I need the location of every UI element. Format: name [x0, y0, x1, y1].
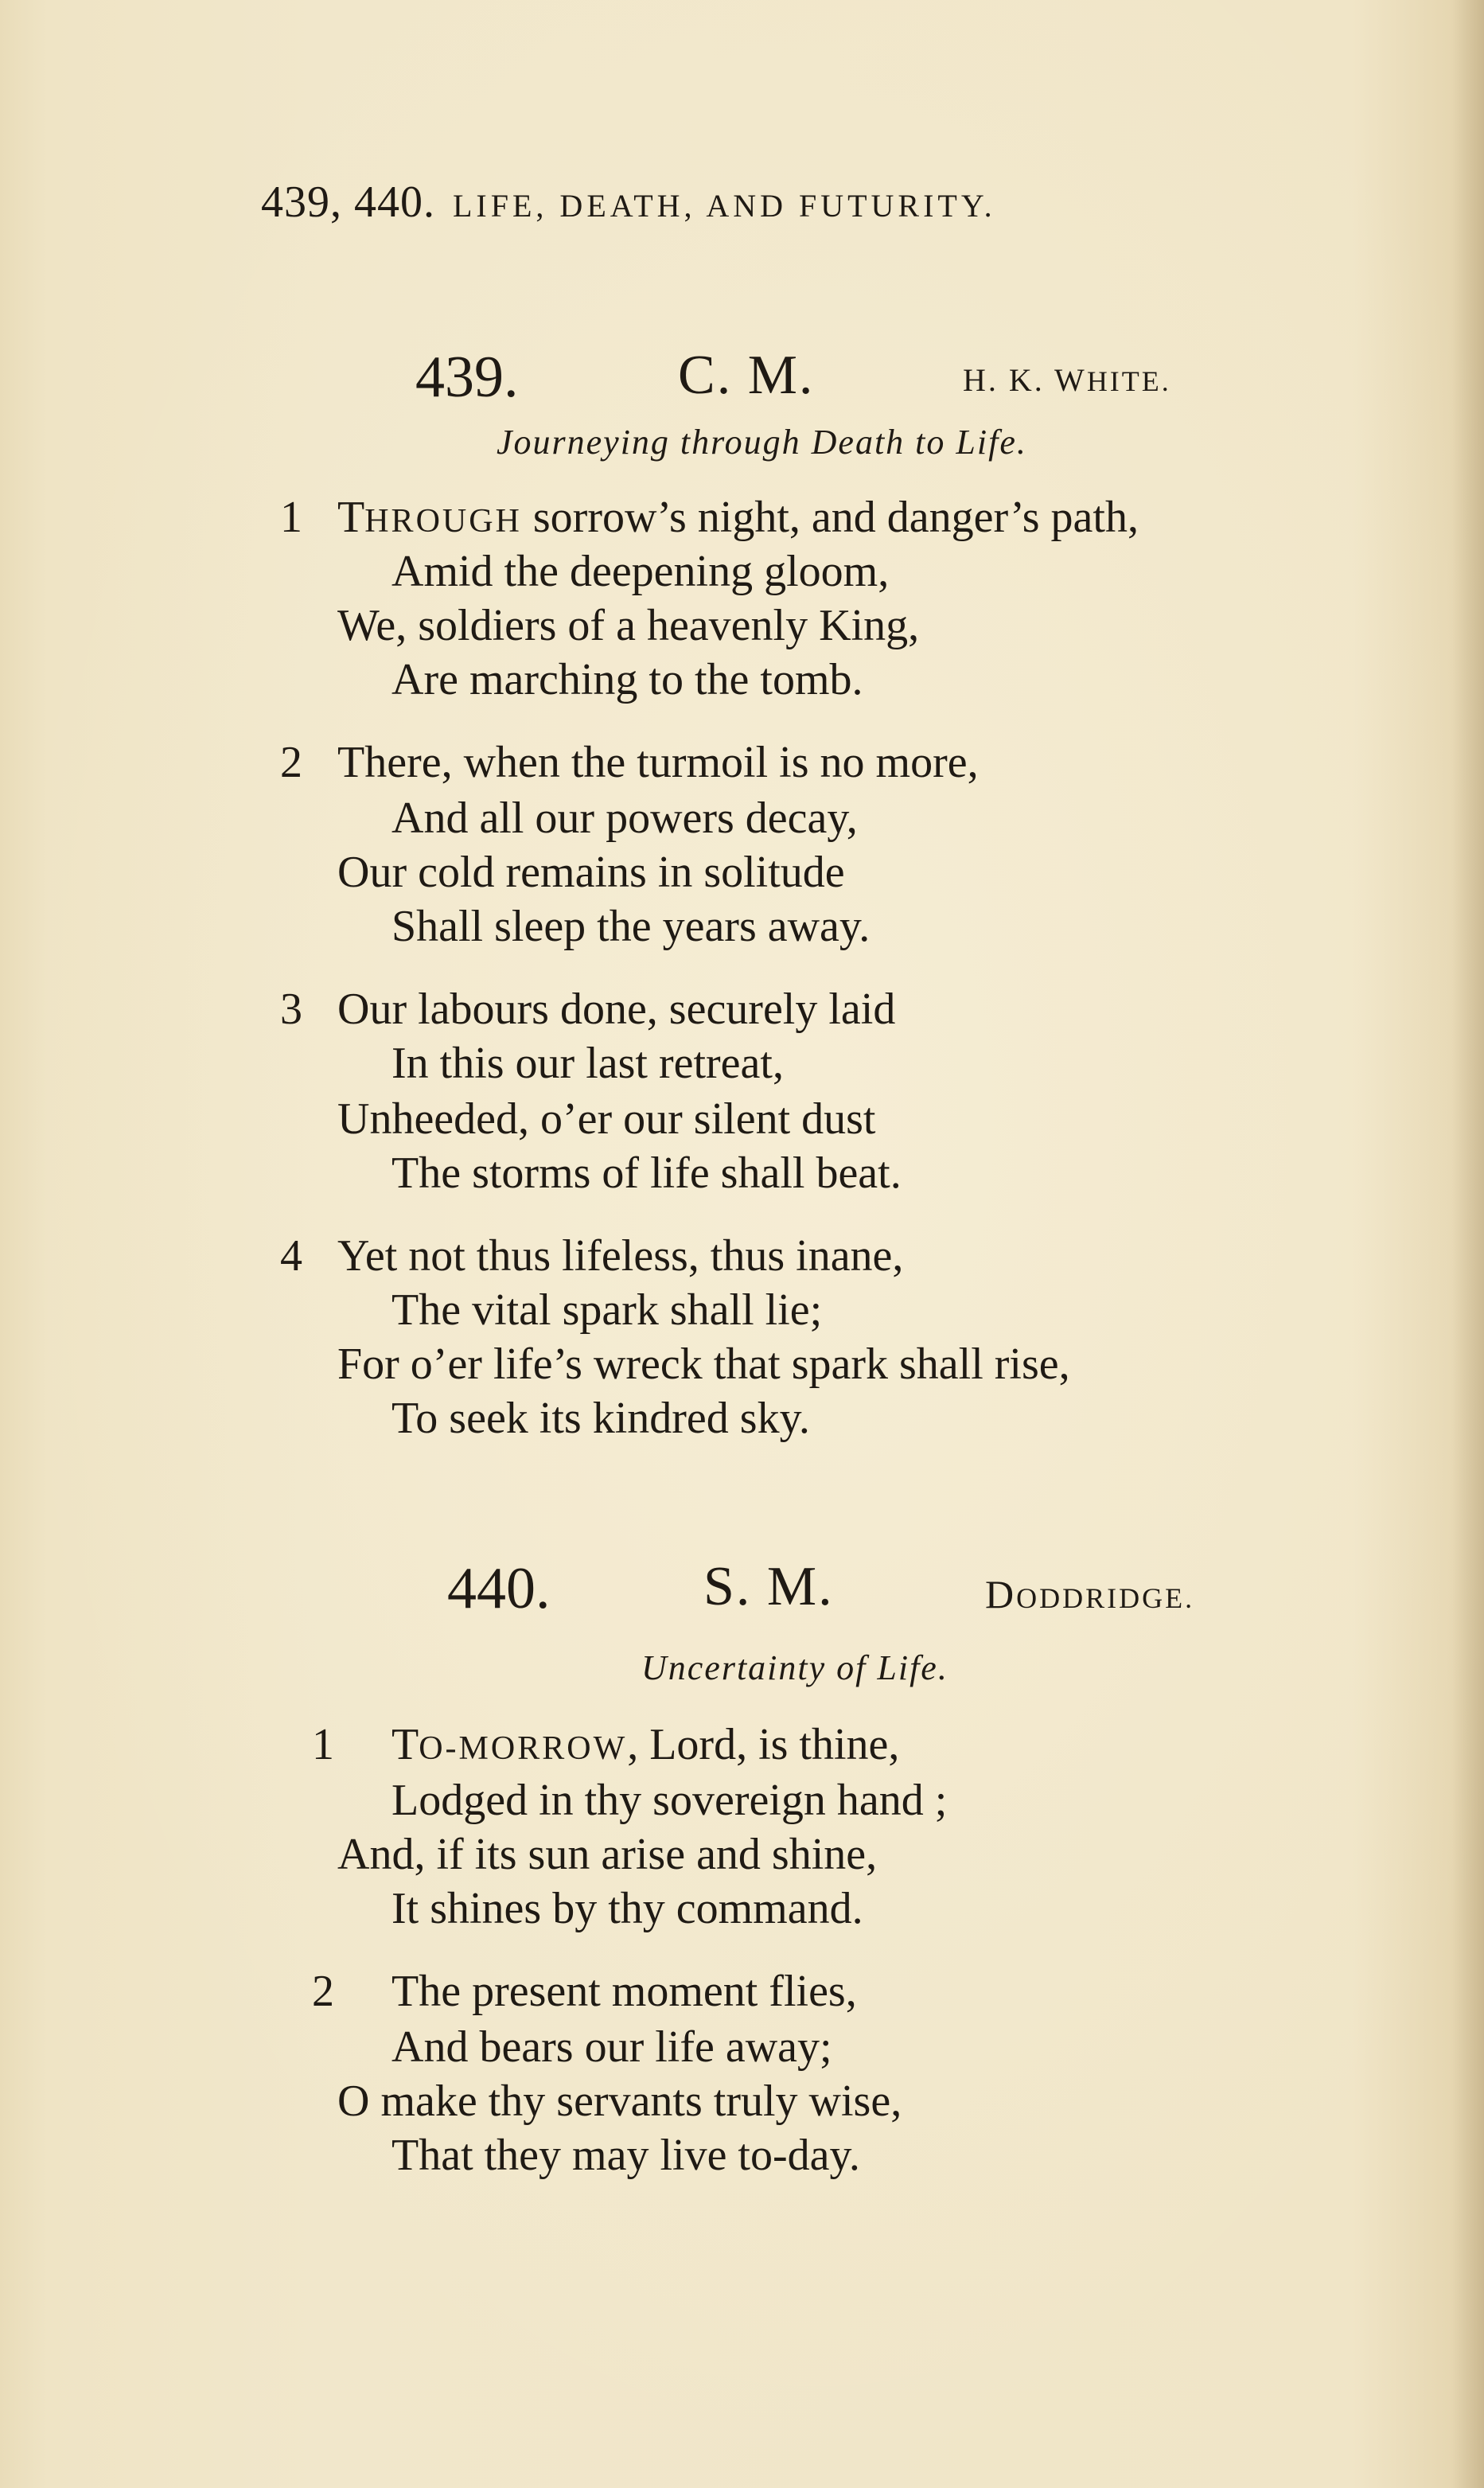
verse-line: Amid the deepening gloom, — [391, 547, 890, 596]
verse-line: To seek its kindred sky. — [391, 1394, 810, 1443]
hymn-title: Uncertainty of Life. — [641, 1648, 948, 1687]
page-edge-shadow — [1452, 0, 1484, 2488]
hymn-author-first: D — [985, 1572, 1017, 1616]
verse-line: That they may live to-day. — [391, 2131, 860, 2180]
verse-line: Are marching to the tomb. — [391, 655, 863, 704]
verse-line: The vital spark shall lie; — [391, 1285, 823, 1335]
running-head-title: LIFE, DEATH, AND FUTURITY. — [453, 188, 996, 224]
verse-line: And bears our life away; — [391, 2022, 832, 2072]
verse-line — [337, 492, 1139, 543]
hymn-number: 439. — [415, 345, 519, 410]
verse-number: 4 — [280, 1231, 302, 1281]
verse-line: We, soldiers of a heavenly King, — [337, 601, 920, 650]
verse-number: 2 — [312, 1967, 334, 2016]
hymn-meter: C. M. — [678, 345, 815, 406]
hymn-author — [963, 361, 1171, 399]
hymn-title: Journeying through Death to Life. — [497, 423, 1027, 462]
hymn-number: 440. — [447, 1556, 551, 1621]
verse-line: Our cold remains in solitude — [337, 848, 845, 897]
running-head-numbers: 439, 440. — [261, 177, 435, 227]
verse-line: And all our powers decay, — [391, 794, 858, 843]
verse-line — [391, 1719, 899, 1770]
hymn-author — [985, 1571, 1194, 1617]
hymn-author-rest: ODDRIDGE. — [1016, 1582, 1195, 1614]
verse-line: The present moment flies, — [391, 1967, 857, 2016]
verse-line: Unheeded, o’er our silent dust — [337, 1094, 876, 1144]
small-caps-word: HROUGH — [364, 503, 522, 540]
hymn-meter: S. M. — [703, 1556, 834, 1617]
verse-line: Shall sleep the years away. — [391, 902, 871, 951]
hymn-author-first: H. K. W — [963, 362, 1087, 398]
verse-line: It shines by thy command. — [391, 1884, 863, 1933]
verse-number: 2 — [280, 738, 302, 787]
verse-number: 3 — [280, 985, 302, 1034]
verse-line: O make thy servants truly wise, — [337, 2077, 902, 2126]
verse-line: Our labours done, securely laid — [337, 985, 896, 1034]
verse-line: And, if its sun arise and shine, — [337, 1830, 878, 1879]
verse-line-text: sorrow’s night, and danger’s path, — [521, 493, 1139, 542]
verse-number: 1 — [280, 493, 302, 542]
hymn-author-rest: HITE. — [1086, 365, 1171, 397]
running-head — [261, 177, 996, 228]
verse-line: There, when the turmoil is no more, — [337, 738, 979, 787]
verse-line: For o’er life’s wreck that spark shall rise, — [337, 1340, 1070, 1389]
verse-line: Yet not thus lifeless, thus inane, — [337, 1231, 904, 1281]
verse-line: Lodged in thy sovereign hand ; — [391, 1776, 948, 1825]
drop-initial: T — [337, 493, 365, 542]
drop-initial: T — [391, 1720, 419, 1769]
verse-number: 1 — [312, 1720, 334, 1769]
small-caps-word: O-MORROW — [419, 1730, 628, 1767]
verse-line: The storms of life shall beat. — [391, 1148, 902, 1198]
verse-line: In this our last retreat, — [391, 1039, 784, 1088]
verse-line-text: , Lord, is thine, — [627, 1720, 900, 1769]
